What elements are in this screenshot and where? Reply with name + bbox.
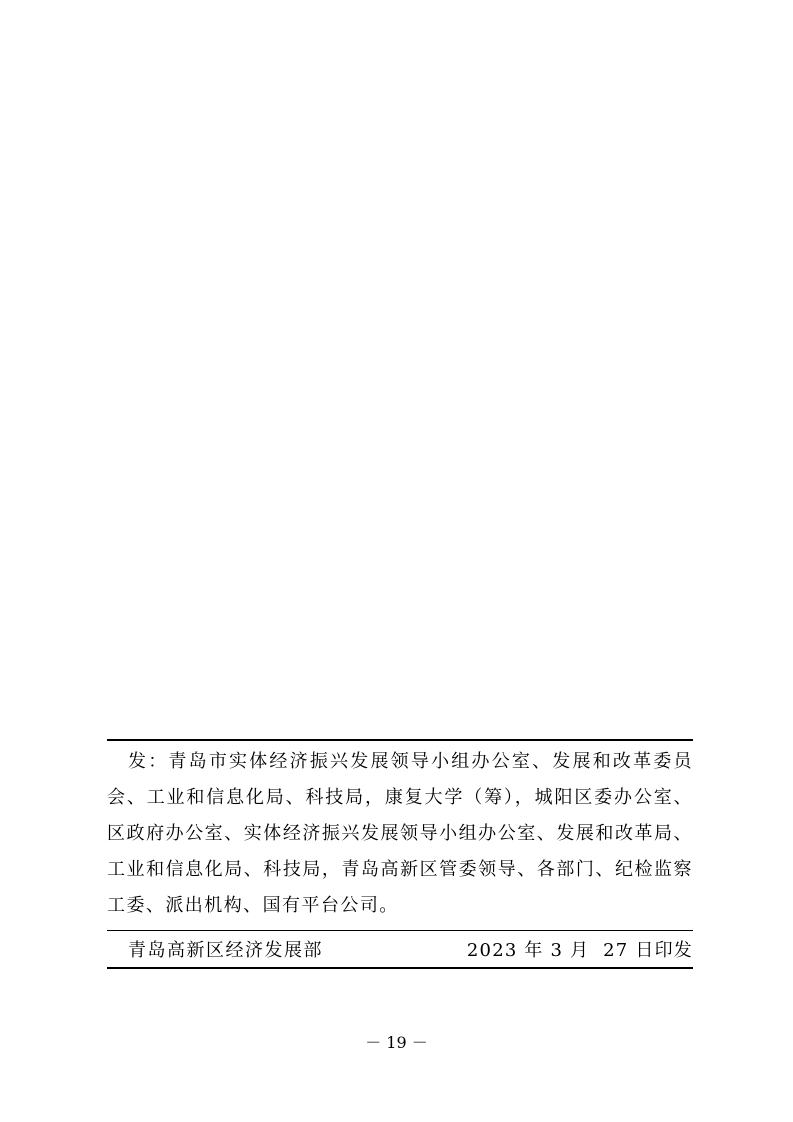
bottom-rule (107, 967, 693, 969)
distribution-list: 发：青岛市实体经济振兴发展领导小组办公室、发展和改革委员会、工业和信息化局、科技局，康复大学（筹），城阳区委办公室、区政府办公室、实体经济振兴发展领导小组办公室、发展和改革局、工业和信息化局、科技局，青岛高新区管委领导、各部门、纪检监察工委、派出机构、国有平台公司。 (107, 751, 693, 916)
issuer-row (107, 931, 693, 967)
page-number: － 19 － (365, 1033, 428, 1052)
issuer-name: 青岛高新区经济发展部 (128, 940, 323, 961)
distribution-block (107, 739, 693, 969)
issue-date: 2023 年 3 月 27 日印发 (466, 940, 693, 961)
